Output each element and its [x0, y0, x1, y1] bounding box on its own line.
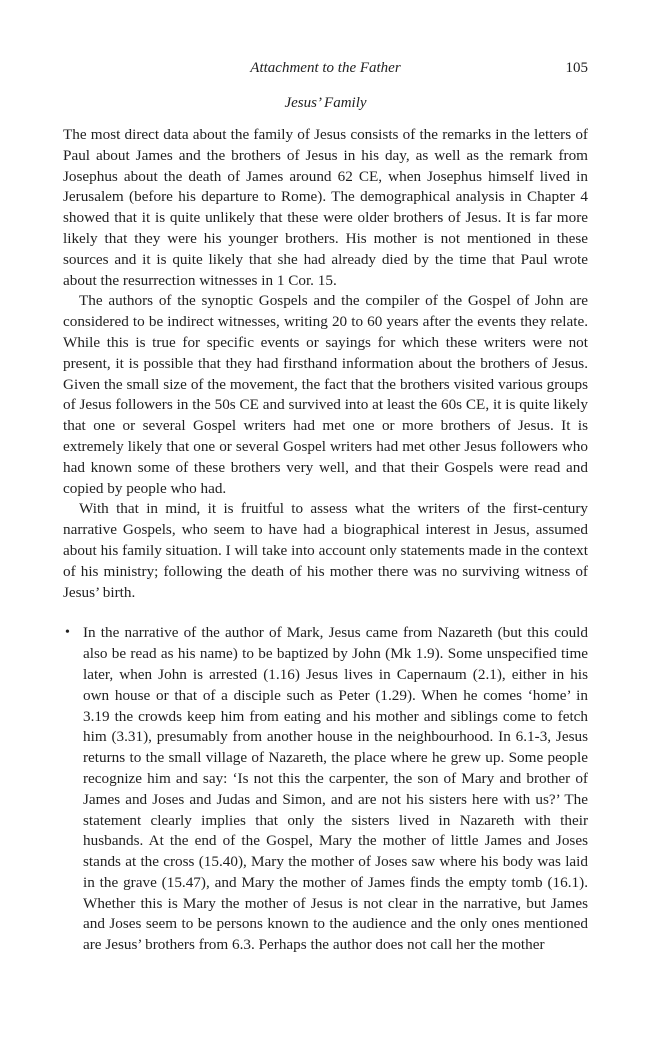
book-page	[63, 58, 588, 956]
bullet-list	[63, 623, 588, 956]
section-heading: Jesus’ Family	[284, 95, 367, 111]
page-number: 105	[565, 60, 588, 76]
paragraph-1: The most direct data about the family of Jesus consists of the remarks in the letters of Paul about James and the brothers of Jesus in his day, as well as the remark from Josephus about the death of James around 62 CE, when Josephus himself lived in Jerusalem (before his departure to Rome). The demographical analysis in Chapter 4 showed that it is quite unlikely that these were older brothers of Jesus. It is far more likely that they were his younger brothers. His mother is not mentioned in these sources and it is quite likely that she had already died by the time that Paul wrote about the resurrection witnesses in 1 Cor. 15.	[63, 126, 588, 289]
paragraph-2: The authors of the synoptic Gospels and the compiler of the Gospel of John are considered to be indirect witnesses, writing 20 to 60 years after the events they relate. While this is true for specific events or sayings for which these writers were not present, it is possible that they had firsthand information about the brothers of Jesus. Given the small size of the movement, the fact that the brothers visited various groups of Jesus followers in the 50s CE and survived into at least the 60s CE, it is quite likely that one or several Gospel writers had met one or more brothers of Jesus. It is extremely likely that one or several Gospel writers had met other Jesus followers who had known some of these brothers very well, and that their Gospels were read and copied by people who had.	[63, 292, 588, 497]
bullet-text: In the narrative of the author of Mark, Jesus came from Nazareth (but this could also be read as his name) to be baptized by John (Mk 1.9). Some unspecified time later, when John is arrested (1.16) Jesus lives in Capernaum (2.1), either in his own house or that of a disciple such as Peter (1.29). When he comes ‘home’ in 3.19 the crowds keep him from eating and his mother and siblings come to fetch him (3.31), presumably from another house in the neighbourhood. In 6.1-3, Jesus returns to the small village of Nazareth, the place where he grew up. Some people recognize him and say: ‘Is not this the carpenter, the son of Mary and brother of James and Joses and Judas and Simon, and are not his sisters here with us?’ The statement clearly implies that only the sisters lived in Nazareth with their husbands. At the end of the Gospel, Mary the mother of little James and Joses stands at the cross (15.40), Mary the mother of Joses saw where his body was laid in the grave (15.47), and Mary the mother of James finds the empty tomb (16.1). Whether this is Mary the mother of Jesus is not clear in the narrative, but James and Joses seem to be persons known to the audience and the only ones mentioned are Jesus’ brothers from 6.3. Perhaps the author does not call her the mother	[83, 624, 588, 954]
bullet-icon: •	[65, 625, 70, 641]
bullet-item	[63, 623, 588, 956]
running-header	[63, 58, 588, 82]
paragraph-3: With that in mind, it is fruitful to assess what the writers of the first-century narrative Gospels, who seem to have had a biographical interest in Jesus, assumed about his family situation. I will take into account only statements made in the context of his ministry; following the death of his mother there was no surviving witness of Jesus’ birth.	[63, 500, 588, 601]
running-title: Attachment to the Father	[250, 60, 401, 76]
